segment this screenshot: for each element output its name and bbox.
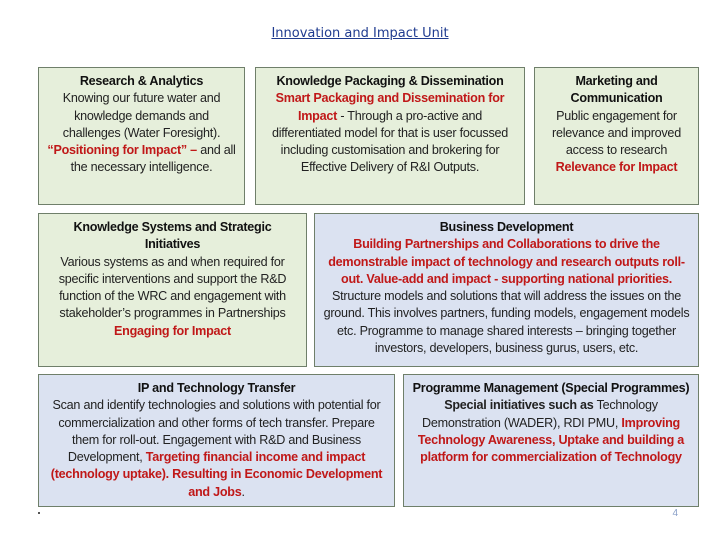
page-number: 4 xyxy=(672,508,678,519)
ip-technology-transfer-text: Scan and identify technologies and solutions with potential for commercialization and other forms of tech transfer. Prepare them for roll-out. Engagement with R&D and Business Development, xyxy=(52,398,381,465)
knowledge-systems-box xyxy=(38,213,307,367)
ip-technology-transfer-highlight: Targeting financial income and impact (technology uptake). xyxy=(50,450,366,482)
marketing-communication-box xyxy=(534,67,699,205)
programme-management-highlight: Improving Technology Awareness, Uptake and building a platform for commercialization of Technology xyxy=(417,415,685,465)
business-development-text: Structure models and solutions that will address the issues on the ground. This involves partners, funding models, engagement models etc. Programme to manage shared interests – bringing together investors, developers, business gurus, users, etc. xyxy=(323,289,690,356)
business-development-highlight: Building Partnerships and Collaborations to drive the demonstrable impact of technology and research outputs roll-out. Value-add and impact - supporting national priorities. xyxy=(328,237,685,286)
slide-title: Innovation and Impact Unit xyxy=(271,26,449,41)
programme-management-box xyxy=(403,374,699,507)
research-analytics-box xyxy=(38,67,245,205)
marketing-communication-highlight: Relevance for Impact xyxy=(555,160,678,175)
slide-bullet-dot xyxy=(38,512,40,514)
programme-management-text: Technology Demonstration (WADER), RDI PMU, xyxy=(422,398,658,430)
knowledge-packaging-heading: Knowledge Packaging & Dissemination xyxy=(276,74,504,88)
programme-management-lead: Special initiatives such as xyxy=(444,398,594,413)
marketing-communication-heading: Marketing and Communication xyxy=(570,74,663,106)
research-analytics-heading: Research & Analytics xyxy=(79,74,204,88)
research-analytics-text-2: and all the necessary intelligence. xyxy=(70,143,236,175)
programme-management-heading: Programme Management (Special Programmes) xyxy=(412,381,690,395)
ip-technology-transfer-box xyxy=(38,374,395,507)
ip-technology-transfer-text-2: . xyxy=(241,484,245,499)
knowledge-systems-highlight: Engaging for Impact xyxy=(114,323,231,338)
knowledge-packaging-text: - Through a pro-active and differentiated model for that is user focussed including customisation and brokering for Effective Delivery of R&I Outputs. xyxy=(271,108,509,175)
knowledge-systems-text: Various systems as and when required for specific interventions and support the R&D function of the WRC and engagement with stakeholder’s programmes in Partnerships xyxy=(58,254,287,321)
ip-technology-transfer-heading: IP and Technology Transfer xyxy=(137,381,296,395)
research-analytics-text: Knowing our future water and knowledge demands and challenges (Water Foresight). xyxy=(62,91,221,140)
ip-technology-transfer-highlight-2: Resulting in Economic Development and Jobs xyxy=(172,467,383,499)
marketing-communication-text: Public engagement for relevance and improved access to research xyxy=(552,108,681,158)
knowledge-systems-heading: Knowledge Systems and Strategic Initiatives xyxy=(73,220,272,252)
business-development-heading: Business Development xyxy=(439,220,574,234)
knowledge-packaging-box xyxy=(255,67,525,205)
knowledge-packaging-highlight: Smart Packaging and Dissemination for Impact xyxy=(275,91,505,123)
research-analytics-highlight: “Positioning for Impact” – xyxy=(47,143,197,158)
business-development-box xyxy=(314,213,699,367)
